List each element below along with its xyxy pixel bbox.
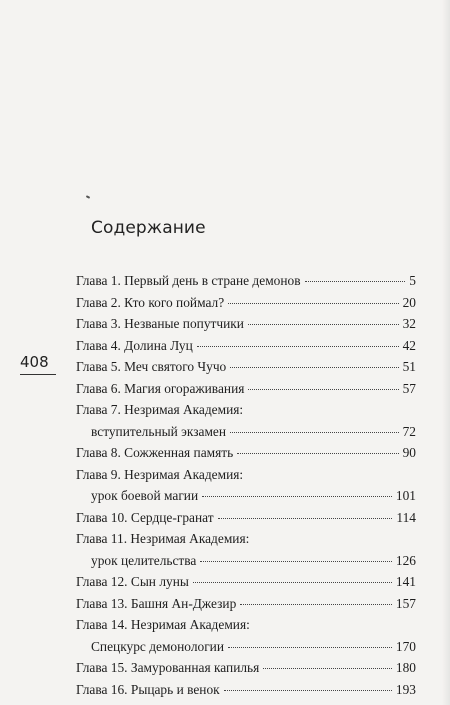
toc-entry <box>76 657 416 679</box>
toc-entry <box>76 270 416 292</box>
toc-entry <box>76 593 416 615</box>
dot-leader <box>248 324 399 325</box>
toc-entry-page: 141 <box>395 574 416 589</box>
dot-leader <box>228 647 392 648</box>
toc-entry-page: 90 <box>402 445 416 460</box>
dot-leader <box>263 668 392 669</box>
dot-leader <box>237 453 398 454</box>
toc-entry-title: Глава 4. Долина Луц <box>76 337 193 353</box>
toc-entry <box>76 335 416 357</box>
toc-entry-title: Глава 10. Сердце-гранат <box>76 509 214 525</box>
toc-entry-page: 101 <box>395 488 416 503</box>
toc-entry-page: 157 <box>395 595 416 611</box>
toc-entry-continuation <box>76 485 416 507</box>
toc-entry <box>76 399 416 421</box>
page-number-rule <box>20 374 56 375</box>
toc-entry-title: Глава 12. Сын луны <box>76 574 189 589</box>
dot-leader <box>228 303 398 304</box>
dot-leader <box>248 389 398 390</box>
toc-heading: Содержание <box>91 218 206 238</box>
toc-entry <box>76 313 416 335</box>
page-number: 408 <box>20 353 49 371</box>
dot-leader <box>240 604 392 605</box>
toc-entry-title: Глава 1. Первый день в стране демонов <box>76 273 301 288</box>
dot-leader <box>200 561 392 562</box>
toc-entry-page: 180 <box>395 660 416 675</box>
dot-leader <box>218 518 393 519</box>
dot-leader <box>193 582 392 583</box>
toc-entry-page: 57 <box>402 380 416 396</box>
toc-entry <box>76 292 416 314</box>
toc-entry-continuation <box>76 550 416 572</box>
toc-entry-title: Глава 6. Магия огораживания <box>76 380 245 396</box>
toc-entry-title: Глава 15. Замурованная капилья <box>76 660 260 675</box>
toc-entry-title: Глава 8. Сожженная память <box>76 445 234 460</box>
toc-entry-title: вступительный экзамен <box>91 423 227 439</box>
page-edge-shadow <box>442 0 450 705</box>
toc-entry <box>76 442 416 464</box>
toc-entry-title: Глава 3. Незваные попутчики <box>76 316 244 331</box>
toc-entry <box>76 507 416 529</box>
toc-entry-page: 193 <box>395 681 416 697</box>
dot-leader <box>230 367 398 368</box>
dot-leader <box>230 432 399 433</box>
toc-entry <box>76 464 416 486</box>
dot-leader <box>305 281 406 282</box>
toc-entry <box>76 614 416 636</box>
dot-leader <box>224 690 392 691</box>
dot-leader <box>197 346 399 347</box>
toc-entry <box>76 571 416 593</box>
toc-entry-page: 72 <box>402 423 416 439</box>
toc-entry <box>76 528 416 550</box>
toc-entry-page: 32 <box>402 316 416 331</box>
toc-entry-title: Глава 14. Незримая Академия: <box>76 617 250 632</box>
toc-entry-title: Глава 11. Незримая Академия: <box>76 531 250 546</box>
toc-entry <box>76 679 416 701</box>
toc-entry-page: 126 <box>395 552 416 568</box>
toc-entry-continuation <box>76 636 416 658</box>
toc-entry-title: Спецкурс демонологии <box>91 638 225 654</box>
table-of-contents <box>76 270 416 700</box>
dot-leader <box>202 496 392 497</box>
toc-entry-continuation <box>76 421 416 443</box>
toc-entry-page: 114 <box>396 509 416 525</box>
toc-entry-title: Глава 16. Рыцарь и венок <box>76 681 220 697</box>
toc-entry-page: 51 <box>402 359 416 374</box>
toc-entry <box>76 378 416 400</box>
toc-entry-title: урок боевой магии <box>91 488 199 503</box>
toc-entry <box>76 356 416 378</box>
stray-ink-mark <box>86 195 90 199</box>
toc-entry-page: 42 <box>402 337 416 353</box>
toc-entry-title: Глава 2. Кто кого поймал? <box>76 294 225 310</box>
toc-entry-title: урок целительства <box>91 552 197 568</box>
toc-entry-title: Глава 13. Башня Ан-Джезир <box>76 595 237 611</box>
toc-entry-page: 20 <box>402 294 416 310</box>
toc-entry-page: 5 <box>409 273 416 288</box>
toc-entry-page: 170 <box>395 638 416 654</box>
toc-entry-title: Глава 9. Незримая Академия: <box>76 466 244 482</box>
toc-entry-title: Глава 7. Незримая Академия: <box>76 402 244 417</box>
toc-entry-title: Глава 5. Меч святого Чучо <box>76 359 227 374</box>
